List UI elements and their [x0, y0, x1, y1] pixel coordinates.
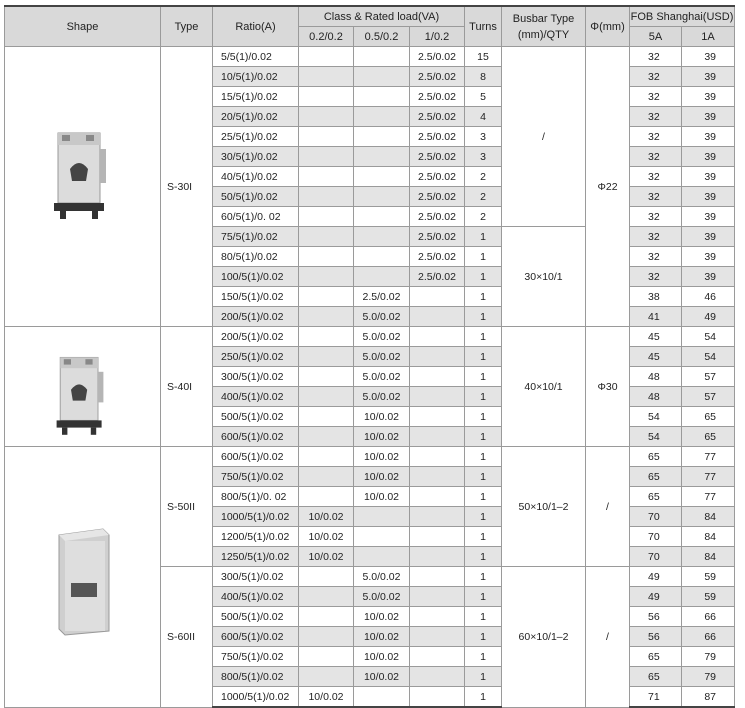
busbar-cell: 50×10/1–2: [502, 447, 586, 567]
ratio-cell: 75/5(1)/0.02: [213, 227, 299, 247]
class-1-cell: 2.5/0.02: [410, 207, 465, 227]
class-05-cell: 10/0.02: [354, 447, 410, 467]
fob-5a-cell: 32: [630, 187, 682, 207]
fob-5a-cell: 32: [630, 167, 682, 187]
class-1-cell: [410, 367, 465, 387]
class-02-cell: 10/0.02: [299, 507, 354, 527]
fob-5a-cell: 70: [630, 507, 682, 527]
fob-1a-cell: 39: [682, 107, 735, 127]
class-02-cell: [299, 287, 354, 307]
ratio-cell: 1250/5(1)/0.02: [213, 547, 299, 567]
class-1-cell: [410, 627, 465, 647]
type-cell: S-50II: [161, 447, 213, 567]
class-05-cell: [354, 547, 410, 567]
turns-cell: 3: [465, 127, 502, 147]
turns-cell: 1: [465, 627, 502, 647]
class-02-cell: [299, 487, 354, 507]
phi-cell: /: [586, 447, 630, 567]
class-05-cell: 10/0.02: [354, 427, 410, 447]
ratio-cell: 400/5(1)/0.02: [213, 587, 299, 607]
class-05-cell: [354, 167, 410, 187]
fob-5a-cell: 54: [630, 427, 682, 447]
class-05-cell: [354, 47, 410, 67]
fob-5a-cell: 32: [630, 247, 682, 267]
fob-5a-cell: 38: [630, 287, 682, 307]
ratio-cell: 60/5(1)/0. 02: [213, 207, 299, 227]
class-02-cell: 10/0.02: [299, 527, 354, 547]
fob-5a-cell: 65: [630, 667, 682, 687]
class-1-cell: [410, 407, 465, 427]
class-05-cell: 5.0/0.02: [354, 347, 410, 367]
class-1-cell: 2.5/0.02: [410, 107, 465, 127]
ratio-cell: 1000/5(1)/0.02: [213, 507, 299, 527]
class-1-cell: 2.5/0.02: [410, 127, 465, 147]
fob-5a-cell: 65: [630, 647, 682, 667]
class-1-cell: [410, 587, 465, 607]
class-02-cell: [299, 627, 354, 647]
ratio-cell: 250/5(1)/0.02: [213, 347, 299, 367]
ratio-cell: 5/5(1)/0.02: [213, 47, 299, 67]
shape-cell: [5, 47, 161, 327]
class-05-cell: [354, 87, 410, 107]
ratio-cell: 200/5(1)/0.02: [213, 307, 299, 327]
fob-1a-cell: 65: [682, 427, 735, 447]
turns-cell: 1: [465, 307, 502, 327]
fob-5a-cell: 48: [630, 367, 682, 387]
fob-1a-cell: 39: [682, 87, 735, 107]
turns-cell: 2: [465, 207, 502, 227]
fob-5a-cell: 32: [630, 107, 682, 127]
class-05-cell: 10/0.02: [354, 607, 410, 627]
ratio-cell: 600/5(1)/0.02: [213, 427, 299, 447]
table-row: [5, 47, 735, 67]
class-02-cell: [299, 467, 354, 487]
class-05-cell: [354, 247, 410, 267]
class-02-cell: [299, 607, 354, 627]
class-1-cell: [410, 467, 465, 487]
class-1-cell: 2.5/0.02: [410, 167, 465, 187]
busbar-cell: /: [502, 47, 586, 227]
fob-1a-cell: 87: [682, 687, 735, 708]
ratio-cell: 600/5(1)/0.02: [213, 627, 299, 647]
phi-cell: Φ22: [586, 47, 630, 327]
ratio-cell: 800/5(1)/0. 02: [213, 487, 299, 507]
fob-5a-cell: 45: [630, 347, 682, 367]
table-body: [5, 47, 735, 708]
ratio-cell: 15/5(1)/0.02: [213, 87, 299, 107]
class-05-cell: [354, 227, 410, 247]
fob-1a-cell: 57: [682, 387, 735, 407]
class-05-cell: 10/0.02: [354, 627, 410, 647]
class-05-cell: 5.0/0.02: [354, 587, 410, 607]
class-02-cell: [299, 307, 354, 327]
type-cell: S-60II: [161, 567, 213, 708]
class-1-cell: [410, 427, 465, 447]
class-05-cell: 2.5/0.02: [354, 287, 410, 307]
ratio-cell: 50/5(1)/0.02: [213, 187, 299, 207]
ct-s50-s60-photo: [53, 527, 113, 637]
fob-1a-cell: 39: [682, 247, 735, 267]
turns-cell: 1: [465, 567, 502, 587]
turns-cell: 5: [465, 87, 502, 107]
ratio-cell: 200/5(1)/0.02: [213, 327, 299, 347]
class-02-cell: [299, 567, 354, 587]
class-1-cell: 2.5/0.02: [410, 47, 465, 67]
class-02-cell: [299, 147, 354, 167]
fob-1a-cell: 59: [682, 587, 735, 607]
class-1-cell: [410, 607, 465, 627]
fob-1a-cell: 77: [682, 467, 735, 487]
class-05-cell: [354, 147, 410, 167]
header-fob-1a: 1A: [682, 27, 735, 47]
class-05-cell: 5.0/0.02: [354, 307, 410, 327]
class-02-cell: [299, 187, 354, 207]
ratio-cell: 500/5(1)/0.02: [213, 407, 299, 427]
fob-1a-cell: 77: [682, 447, 735, 467]
class-1-cell: [410, 667, 465, 687]
class-02-cell: [299, 667, 354, 687]
ratio-cell: 30/5(1)/0.02: [213, 147, 299, 167]
class-02-cell: [299, 87, 354, 107]
class-05-cell: 5.0/0.02: [354, 387, 410, 407]
fob-1a-cell: 65: [682, 407, 735, 427]
class-02-cell: [299, 127, 354, 147]
fob-5a-cell: 70: [630, 527, 682, 547]
turns-cell: 1: [465, 547, 502, 567]
ct-price-table: [4, 5, 735, 708]
class-1-cell: 2.5/0.02: [410, 67, 465, 87]
ratio-cell: 25/5(1)/0.02: [213, 127, 299, 147]
fob-5a-cell: 32: [630, 127, 682, 147]
turns-cell: 1: [465, 247, 502, 267]
ratio-cell: 150/5(1)/0.02: [213, 287, 299, 307]
class-05-cell: 5.0/0.02: [354, 567, 410, 587]
fob-5a-cell: 56: [630, 627, 682, 647]
fob-1a-cell: 46: [682, 287, 735, 307]
ratio-cell: 600/5(1)/0.02: [213, 447, 299, 467]
fob-5a-cell: 65: [630, 487, 682, 507]
turns-cell: 1: [465, 327, 502, 347]
turns-cell: 1: [465, 407, 502, 427]
turns-cell: 1: [465, 287, 502, 307]
class-1-cell: [410, 487, 465, 507]
class-05-cell: [354, 507, 410, 527]
fob-5a-cell: 41: [630, 307, 682, 327]
fob-5a-cell: 32: [630, 267, 682, 287]
fob-5a-cell: 32: [630, 147, 682, 167]
busbar-cell: 60×10/1–2: [502, 567, 586, 708]
busbar-cell: 40×10/1: [502, 327, 586, 447]
phi-cell: Φ30: [586, 327, 630, 447]
fob-1a-cell: 77: [682, 487, 735, 507]
class-02-cell: [299, 227, 354, 247]
class-02-cell: [299, 347, 354, 367]
ratio-cell: 20/5(1)/0.02: [213, 107, 299, 127]
fob-1a-cell: 39: [682, 187, 735, 207]
fob-1a-cell: 39: [682, 67, 735, 87]
fob-1a-cell: 39: [682, 207, 735, 227]
class-02-cell: [299, 167, 354, 187]
turns-cell: 1: [465, 427, 502, 447]
fob-1a-cell: 66: [682, 627, 735, 647]
class-02-cell: [299, 647, 354, 667]
class-05-cell: 5.0/0.02: [354, 367, 410, 387]
class-05-cell: 10/0.02: [354, 647, 410, 667]
class-1-cell: [410, 327, 465, 347]
shape-cell: [5, 447, 161, 708]
header-fob-5a: 5A: [630, 27, 682, 47]
fob-5a-cell: 65: [630, 447, 682, 467]
header-turns: Turns: [465, 6, 502, 47]
fob-1a-cell: 79: [682, 667, 735, 687]
class-1-cell: [410, 347, 465, 367]
header-ratio: Ratio(A): [213, 6, 299, 47]
turns-cell: 1: [465, 347, 502, 367]
class-1-cell: [410, 387, 465, 407]
fob-5a-cell: 32: [630, 227, 682, 247]
turns-cell: 1: [465, 227, 502, 247]
ratio-cell: 80/5(1)/0.02: [213, 247, 299, 267]
class-05-cell: [354, 187, 410, 207]
turns-cell: 2: [465, 167, 502, 187]
type-cell: S-30I: [161, 47, 213, 327]
header-class-05: 0.5/0.2: [354, 27, 410, 47]
fob-1a-cell: 49: [682, 307, 735, 327]
ratio-cell: 400/5(1)/0.02: [213, 387, 299, 407]
ratio-cell: 750/5(1)/0.02: [213, 467, 299, 487]
class-1-cell: 2.5/0.02: [410, 247, 465, 267]
fob-1a-cell: 54: [682, 347, 735, 367]
fob-1a-cell: 57: [682, 367, 735, 387]
class-05-cell: [354, 107, 410, 127]
turns-cell: 1: [465, 267, 502, 287]
turns-cell: 2: [465, 187, 502, 207]
class-02-cell: [299, 267, 354, 287]
fob-5a-cell: 32: [630, 207, 682, 227]
fob-5a-cell: 65: [630, 467, 682, 487]
turns-cell: 1: [465, 667, 502, 687]
class-1-cell: 2.5/0.02: [410, 267, 465, 287]
fob-1a-cell: 39: [682, 227, 735, 247]
class-1-cell: [410, 567, 465, 587]
fob-1a-cell: 84: [682, 507, 735, 527]
fob-5a-cell: 32: [630, 67, 682, 87]
class-1-cell: [410, 307, 465, 327]
class-1-cell: [410, 647, 465, 667]
fob-1a-cell: 84: [682, 547, 735, 567]
turns-cell: 1: [465, 387, 502, 407]
class-05-cell: 10/0.02: [354, 667, 410, 687]
turns-cell: 1: [465, 687, 502, 708]
class-05-cell: [354, 527, 410, 547]
header-class-group: Class & Rated load(VA): [299, 6, 465, 27]
fob-5a-cell: 32: [630, 47, 682, 67]
class-05-cell: 5.0/0.02: [354, 327, 410, 347]
class-02-cell: 10/0.02: [299, 547, 354, 567]
class-05-cell: [354, 207, 410, 227]
turns-cell: 1: [465, 367, 502, 387]
turns-cell: 1: [465, 607, 502, 627]
fob-5a-cell: 49: [630, 567, 682, 587]
fob-1a-cell: 66: [682, 607, 735, 627]
turns-cell: 1: [465, 527, 502, 547]
turns-cell: 1: [465, 507, 502, 527]
fob-5a-cell: 70: [630, 547, 682, 567]
header-shape: Shape: [5, 6, 161, 47]
turns-cell: 1: [465, 487, 502, 507]
ratio-cell: 300/5(1)/0.02: [213, 567, 299, 587]
class-1-cell: 2.5/0.02: [410, 227, 465, 247]
turns-cell: 1: [465, 447, 502, 467]
header-class-1: 1/0.2: [410, 27, 465, 47]
fob-1a-cell: 54: [682, 327, 735, 347]
type-cell: S-40I: [161, 327, 213, 447]
class-02-cell: [299, 247, 354, 267]
turns-cell: 8: [465, 67, 502, 87]
fob-5a-cell: 71: [630, 687, 682, 708]
class-02-cell: 10/0.02: [299, 687, 354, 708]
class-1-cell: [410, 507, 465, 527]
fob-1a-cell: 39: [682, 47, 735, 67]
header-type: Type: [161, 6, 213, 47]
fob-1a-cell: 39: [682, 167, 735, 187]
shape-cell: [5, 327, 161, 447]
header-busbar: Busbar Type (mm)/QTY: [502, 6, 586, 47]
phi-cell: /: [586, 567, 630, 708]
turns-cell: 4: [465, 107, 502, 127]
class-02-cell: [299, 447, 354, 467]
class-1-cell: [410, 447, 465, 467]
fob-5a-cell: 32: [630, 87, 682, 107]
ratio-cell: 40/5(1)/0.02: [213, 167, 299, 187]
ratio-cell: 500/5(1)/0.02: [213, 607, 299, 627]
fob-5a-cell: 56: [630, 607, 682, 627]
class-1-cell: 2.5/0.02: [410, 147, 465, 167]
class-05-cell: [354, 127, 410, 147]
class-05-cell: [354, 267, 410, 287]
fob-1a-cell: 39: [682, 267, 735, 287]
fob-5a-cell: 48: [630, 387, 682, 407]
class-1-cell: [410, 287, 465, 307]
fob-5a-cell: 49: [630, 587, 682, 607]
class-02-cell: [299, 107, 354, 127]
turns-cell: 3: [465, 147, 502, 167]
ratio-cell: 300/5(1)/0.02: [213, 367, 299, 387]
fob-1a-cell: 84: [682, 527, 735, 547]
class-02-cell: [299, 387, 354, 407]
class-1-cell: [410, 547, 465, 567]
ratio-cell: 10/5(1)/0.02: [213, 67, 299, 87]
turns-cell: 15: [465, 47, 502, 67]
ratio-cell: 1200/5(1)/0.02: [213, 527, 299, 547]
ct-s40-photo: [50, 352, 110, 442]
fob-1a-cell: 79: [682, 647, 735, 667]
turns-cell: 1: [465, 587, 502, 607]
class-1-cell: [410, 527, 465, 547]
table-row: [5, 327, 735, 347]
class-1-cell: 2.5/0.02: [410, 187, 465, 207]
fob-5a-cell: 54: [630, 407, 682, 427]
busbar-cell: 30×10/1: [502, 227, 586, 327]
fob-5a-cell: 45: [630, 327, 682, 347]
ratio-cell: 1000/5(1)/0.02: [213, 687, 299, 708]
header-fob: FOB Shanghai(USD): [630, 6, 735, 27]
ratio-cell: 750/5(1)/0.02: [213, 647, 299, 667]
class-02-cell: [299, 427, 354, 447]
class-1-cell: 2.5/0.02: [410, 87, 465, 107]
header-class-02: 0.2/0.2: [299, 27, 354, 47]
class-02-cell: [299, 67, 354, 87]
ct-s30-photo: [50, 127, 110, 227]
table-header: [5, 6, 735, 47]
class-02-cell: [299, 407, 354, 427]
class-02-cell: [299, 367, 354, 387]
class-05-cell: 10/0.02: [354, 467, 410, 487]
class-05-cell: 10/0.02: [354, 487, 410, 507]
class-02-cell: [299, 207, 354, 227]
class-02-cell: [299, 327, 354, 347]
turns-cell: 1: [465, 467, 502, 487]
class-02-cell: [299, 47, 354, 67]
class-05-cell: 10/0.02: [354, 407, 410, 427]
table-row: [5, 447, 735, 467]
fob-1a-cell: 59: [682, 567, 735, 587]
class-02-cell: [299, 587, 354, 607]
fob-1a-cell: 39: [682, 147, 735, 167]
fob-1a-cell: 39: [682, 127, 735, 147]
ratio-cell: 100/5(1)/0.02: [213, 267, 299, 287]
class-05-cell: [354, 67, 410, 87]
turns-cell: 1: [465, 647, 502, 667]
ratio-cell: 800/5(1)/0.02: [213, 667, 299, 687]
header-phi: Φ(mm): [586, 6, 630, 47]
